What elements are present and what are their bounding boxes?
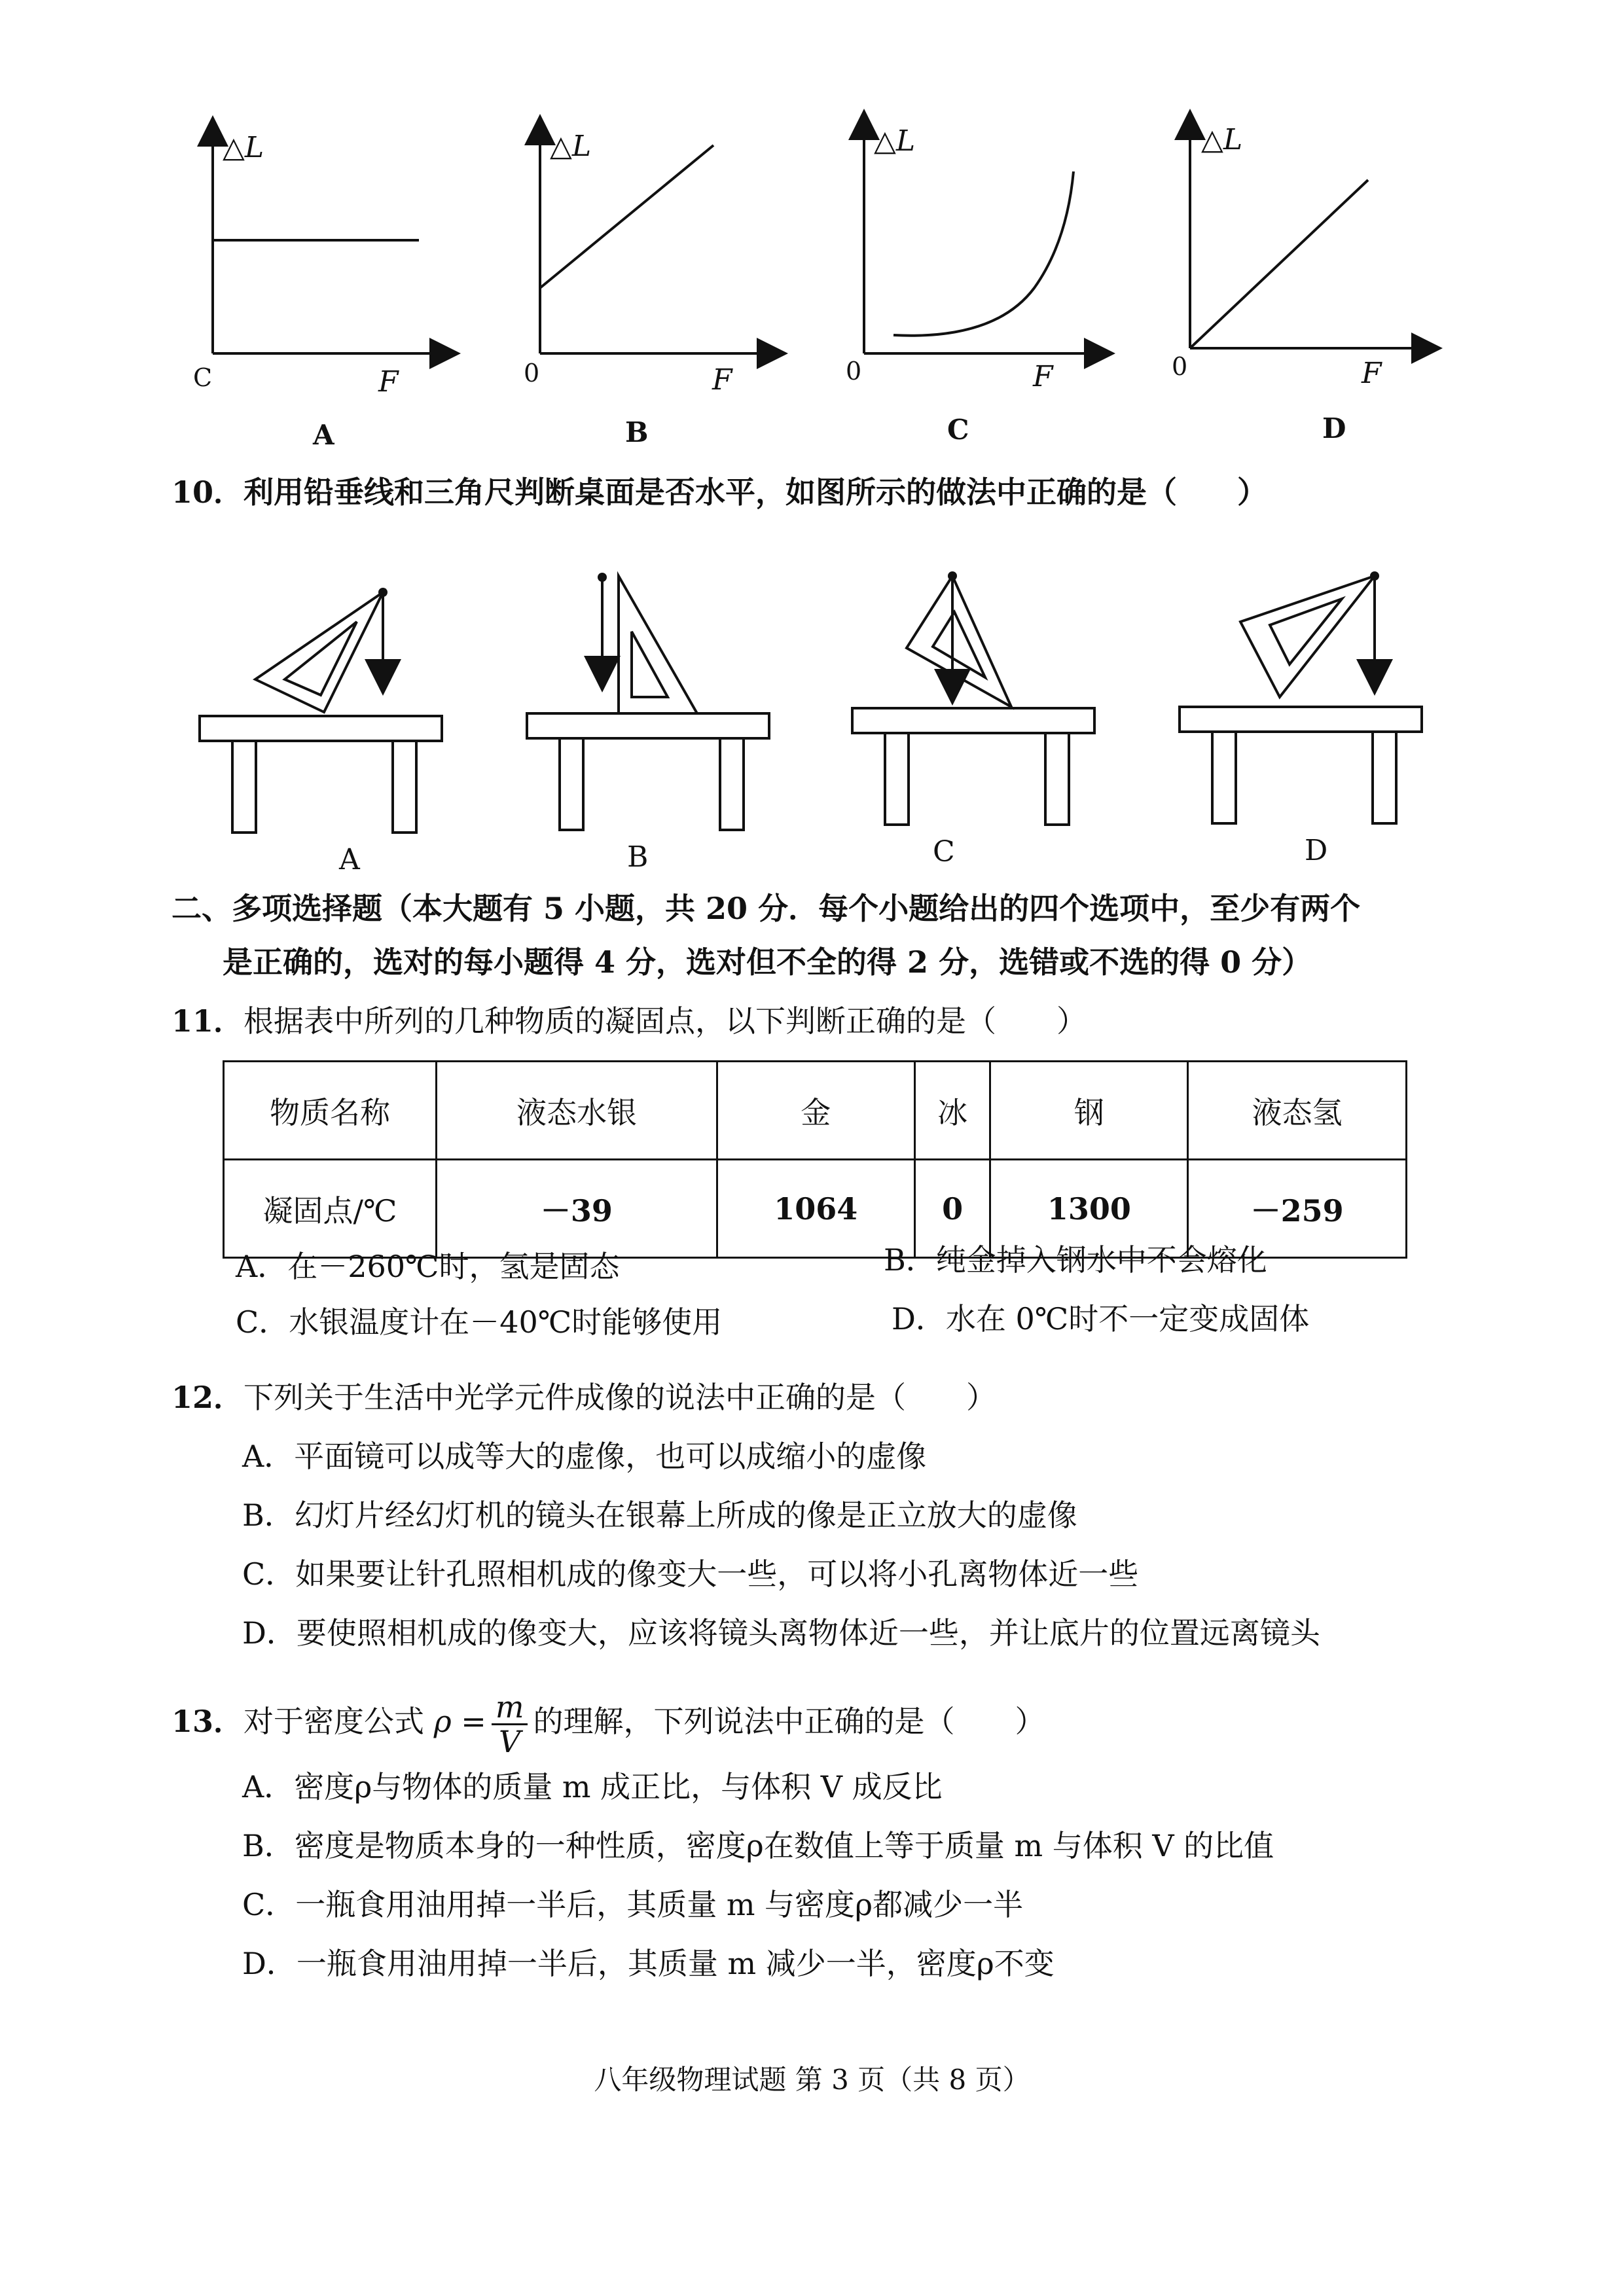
q12-number: 12．: [171, 1380, 244, 1415]
graph-c-curve: [893, 171, 1074, 336]
q12-stem: [171, 1378, 996, 1417]
q12-text: 下列关于生活中光学元件成像的说法中正确的是（ ）: [244, 1380, 997, 1415]
section2-heading-line1: 二、多项选择题（本大题有 5 小题，共 20 分．每个小题给出的四个选项中，至少有两个: [171, 891, 1361, 926]
graph-d-label: D: [1322, 412, 1346, 444]
q10-label-c: C: [933, 835, 955, 869]
formula-denominator: V: [499, 1723, 521, 1759]
q13-text-after: 的理解，下列说法中正确的是（ ）: [533, 1704, 1045, 1739]
q12-option-a: A．平面镜可以成等大的虚像，也可以成缩小的虚像: [242, 1439, 927, 1474]
q10-label-d: D: [1305, 834, 1328, 867]
q10-label-a: A: [339, 843, 360, 876]
table-cell: 0: [914, 1160, 990, 1258]
q11-option-b: B．纯金掉入钢水中不会熔化: [884, 1242, 1267, 1278]
table-cell: 凝固点/℃: [224, 1160, 437, 1258]
table-header-cell: 钢: [990, 1062, 1188, 1160]
page-footer: 八年级物理试题 第 3 页（共 8 页）: [594, 2064, 1030, 2096]
q13-text-before: 对于密度公式: [244, 1704, 425, 1739]
q10-number: 10．: [171, 475, 244, 510]
graph-a-origin: C: [193, 363, 213, 392]
q10-figures-svg: [0, 550, 1624, 890]
graph-c-xlabel: F: [1033, 360, 1053, 393]
graph-d-curve: [1190, 180, 1368, 348]
q13-option-a: A．密度ρ与物体的质量 m 成正比，与体积 V 成反比: [242, 1769, 943, 1804]
graph-d-origin: 0: [1172, 352, 1188, 381]
graph-b-xlabel: F: [712, 363, 732, 397]
q13-option-b: B．密度是物质本身的一种性质，密度ρ在数值上等于质量 m 与体积 V 的比值: [242, 1828, 1274, 1863]
freezing-point-table: [223, 1060, 1407, 1259]
graph-b-origin: 0: [524, 359, 540, 387]
q12-option-b: B．幻灯片经幻灯机的镜头在银幕上所成的像是正立放大的虚像: [242, 1498, 1077, 1533]
graph-b-ylabel: △L: [550, 130, 592, 163]
graph-c-ylabel: △L: [874, 124, 916, 158]
table-header-cell: 金: [717, 1062, 914, 1160]
section2-heading-line2: 是正确的，选对的每小题得 4 分，选对但不全的得 2 分，选错或不选的得 0 分）: [223, 944, 1312, 980]
q10-label-b: B: [627, 840, 649, 874]
graph-d-ylabel: △L: [1201, 123, 1243, 156]
graph-c-origin: 0: [846, 357, 862, 386]
table-d: [1180, 571, 1422, 823]
q12-option-c: C．如果要让针孔照相机成的像变大一些，可以将小孔离物体近一些: [242, 1556, 1139, 1592]
q13-option-d: D．一瓶食用油用掉一半后，其质量 m 减少一半，密度ρ不变: [242, 1946, 1055, 1981]
graph-a-xlabel: F: [378, 365, 399, 399]
graph-c: [864, 124, 1100, 353]
formula-numerator: m: [492, 1691, 528, 1725]
q13-stem: [171, 1685, 1045, 1758]
q11-text: 根据表中所列的几种物质的凝固点，以下判断正确的是（ ）: [244, 1003, 1087, 1039]
q11-number: 11．: [171, 1003, 244, 1039]
graph-a: [213, 131, 445, 353]
density-formula-fraction: [492, 1691, 528, 1758]
q11-option-c: C．水银温度计在－40℃时能够使用: [236, 1304, 723, 1340]
graph-b-curve: [540, 145, 713, 288]
table-cell: 1300: [990, 1160, 1188, 1258]
graph-c-label: C: [947, 414, 969, 446]
graph-a-ylabel: △L: [223, 131, 264, 164]
table-header-cell: 物质名称: [224, 1062, 437, 1160]
q11-option-a: A．在－260℃时，氢是固态: [236, 1249, 620, 1284]
graph-d-xlabel: F: [1362, 357, 1382, 390]
density-formula-lhs: ρ =: [433, 1704, 486, 1739]
q10-stem: [171, 473, 1267, 512]
q10-text: 利用铅垂线和三角尺判断桌面是否水平，如图所示的做法中正确的是（ ）: [244, 475, 1268, 510]
q9-graphs: [0, 0, 1624, 471]
graph-d: [1190, 124, 1427, 348]
q13-option-c: C．一瓶食用油用掉一半后，其质量 m 与密度ρ都减少一半: [242, 1887, 1024, 1922]
q9-graphs-svg: [0, 0, 1624, 471]
q13-number: 13．: [171, 1704, 244, 1739]
q11-option-d: D．水在 0℃时不一定变成固体: [892, 1301, 1310, 1336]
graph-b: [540, 130, 772, 353]
table-b: [527, 573, 769, 830]
q12-option-d: D．要使照相机成的像变大，应该将镜头离物体近一些，并让底片的位置远离镜头: [242, 1615, 1320, 1651]
table-a: [200, 588, 442, 833]
graph-b-label: B: [625, 416, 649, 448]
table-cell: 1064: [717, 1160, 914, 1258]
table-cell: －39: [437, 1160, 717, 1258]
table-header-cell: 液态水银: [437, 1062, 717, 1160]
q10-figures: [0, 550, 1624, 890]
table-row: [224, 1062, 1407, 1160]
graph-a-label: A: [313, 419, 334, 451]
table-header-cell: 液态氢: [1188, 1062, 1407, 1160]
table-c: [852, 571, 1094, 825]
table-cell: －259: [1188, 1160, 1407, 1258]
table-header-cell: 冰: [914, 1062, 990, 1160]
q11-stem: [171, 1001, 1087, 1041]
